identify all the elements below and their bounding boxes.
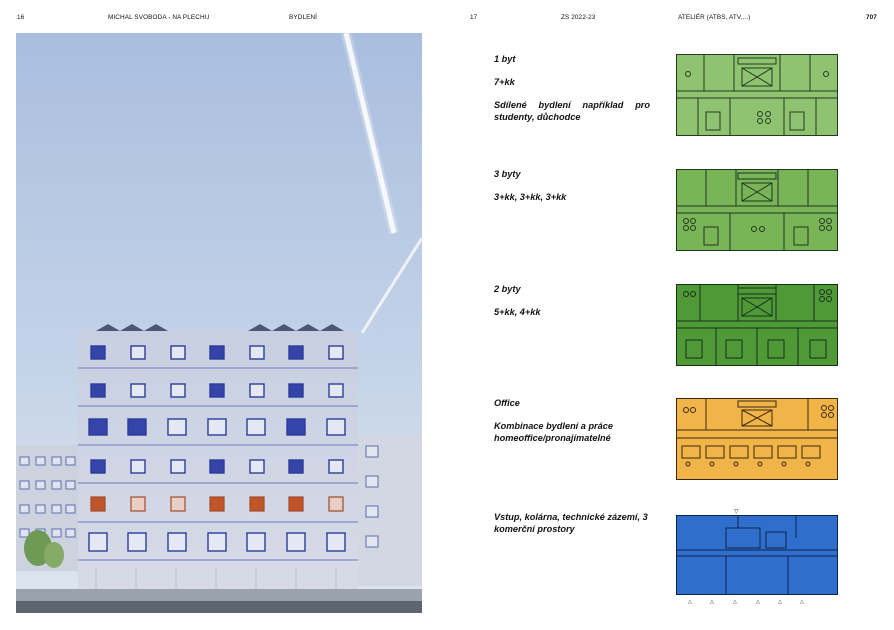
- variant-5-floor-plan: [676, 508, 838, 604]
- variant-4-description: Kombinace bydlení a práce homeoffice/pronajímatelné: [494, 421, 613, 443]
- svg-text:△: △: [778, 599, 782, 604]
- variant-3-title: 2 byty: [494, 284, 521, 294]
- variant-5-text: [494, 511, 650, 546]
- variant-2-units: 3+kk, 3+kk, 3+kk: [494, 192, 567, 202]
- svg-text:△: △: [756, 599, 760, 604]
- variant-1-title: 1 byt: [494, 54, 516, 64]
- variant-4-floor-plan: [676, 398, 838, 480]
- right-page-number: 17: [470, 14, 478, 21]
- variant-1-text: [494, 53, 650, 134]
- variant-1-units: 7+kk: [494, 77, 515, 87]
- svg-text:△: △: [710, 599, 714, 604]
- left-page-number: 16: [17, 14, 25, 21]
- author-project-title: MICHAL SVOBODA - NA PLECHU: [108, 14, 210, 21]
- variant-3-text: [494, 283, 650, 329]
- variant-2-title: 3 byty: [494, 169, 521, 179]
- svg-text:▽: ▽: [734, 508, 739, 515]
- studio-label: ATELIÉR (ATBS, ATV,...): [678, 14, 751, 21]
- variant-1-floor-plan: [676, 54, 838, 136]
- variant-4-text: [494, 397, 650, 455]
- section-title: BYDLENÍ: [289, 14, 318, 21]
- course-code: 707: [866, 14, 877, 21]
- svg-text:△: △: [688, 599, 692, 604]
- variant-2-text: [494, 168, 650, 214]
- variant-1-description: Sdílené bydlení například pro studenty, důchodce: [494, 100, 650, 122]
- variant-5-title: Vstup, kolárna, technické zázemí, 3 komerční prostory: [494, 512, 648, 534]
- variant-3-floor-plan: [676, 284, 838, 366]
- semester-label: ZS 2022-23: [561, 14, 596, 21]
- variant-2-floor-plan: [676, 169, 838, 251]
- variant-4-title: Office: [494, 398, 520, 408]
- variant-3-units: 5+kk, 4+kk: [494, 307, 541, 317]
- svg-text:△: △: [733, 599, 737, 604]
- svg-text:△: △: [800, 599, 804, 604]
- building-facade-render: [16, 33, 422, 613]
